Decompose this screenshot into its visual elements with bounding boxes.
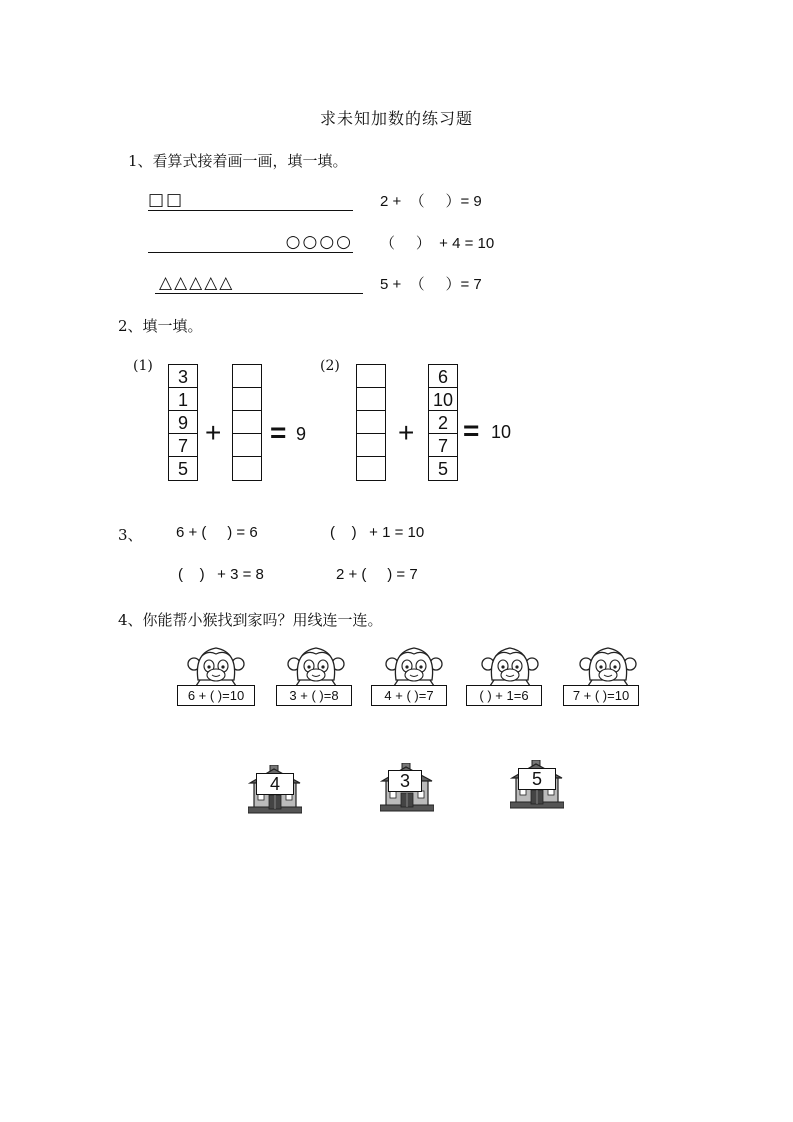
monkey-icon: [186, 642, 246, 688]
monkey-equation-5[interactable]: 7 + ( )=10: [563, 685, 639, 706]
monkey-icon: [286, 642, 346, 688]
q3-item-1: 6 + ( ) = 6: [176, 524, 258, 541]
number-cell: 2: [429, 411, 457, 434]
q2-part1-equals: =: [270, 417, 287, 448]
monkey-equation-4[interactable]: ( ) + 1=6: [466, 685, 542, 706]
answer-cell[interactable]: [357, 388, 385, 411]
monkey-equation-1[interactable]: 6 + ( )=10: [177, 685, 255, 706]
q2-part2-label: (2): [320, 358, 340, 374]
q3-item-3: ( ) + 3 = 8: [178, 566, 264, 583]
q1-row1-line: [148, 190, 353, 211]
number-cell: 5: [437, 459, 448, 479]
number-cell: 7: [169, 434, 197, 457]
q2-part2-equals: =: [463, 415, 480, 446]
q1-heading: 1、看算式接着画一画，填一填。: [128, 152, 348, 170]
q2-part1-left-column: [168, 364, 198, 481]
q2-heading: 2、填一填。: [118, 317, 203, 335]
q2-part2-right-column: [428, 364, 458, 481]
q3-item-2: ( ) + 1 = 10: [330, 524, 425, 541]
q1-row2-line: [148, 232, 353, 253]
answer-cell[interactable]: [357, 365, 385, 388]
answer-cell[interactable]: [357, 457, 385, 480]
q1-row1-squares: □□: [148, 190, 185, 210]
number-cell: 7: [429, 434, 457, 457]
number-cell: 3: [169, 365, 197, 388]
answer-cell[interactable]: [233, 434, 261, 457]
house-number-1[interactable]: 4: [256, 773, 294, 795]
q2-part2-plus: +: [398, 417, 415, 448]
monkey-icon: [578, 642, 638, 688]
number-cell: 1: [169, 388, 197, 411]
q2-part1-result: 9: [296, 424, 307, 444]
number-cell: 6: [429, 365, 457, 388]
answer-cell[interactable]: [357, 434, 385, 457]
q2-part1-right-column: [232, 364, 262, 481]
q2-part2-result: 10: [491, 422, 512, 442]
q2-part1-plus: +: [205, 417, 222, 448]
answer-cell[interactable]: [233, 457, 261, 480]
q1-row3-equation: 5 + （ ）= 7: [380, 276, 482, 293]
q1-row3-line: [155, 273, 363, 294]
monkey-icon: [480, 642, 540, 688]
q1-row1-equation: 2 + （ ）= 9: [380, 193, 482, 210]
house-number-3[interactable]: 5: [518, 768, 556, 790]
q2-part1-label: (1): [133, 358, 153, 374]
answer-cell[interactable]: [233, 365, 261, 388]
q2-part2-left-column: [356, 364, 386, 481]
answer-cell[interactable]: [233, 388, 261, 411]
answer-cell[interactable]: [357, 411, 385, 434]
q3-heading: 3、: [118, 526, 143, 544]
page-title: 求未知加数的练习题: [319, 109, 473, 128]
house-number-2[interactable]: 3: [388, 770, 422, 792]
q1-row3-triangles: △△△△△: [159, 273, 235, 293]
q3-item-4: 2 + ( ) = 7: [336, 566, 418, 583]
number-cell: 9: [169, 411, 197, 434]
monkey-icon: [384, 642, 444, 688]
q1-row2-circles: ○○○○: [285, 232, 353, 252]
q4-heading: 4、你能帮小猴找到家吗？用线连一连。: [118, 611, 383, 629]
answer-cell[interactable]: [233, 411, 261, 434]
number-cell: 10: [429, 388, 457, 411]
number-cell: 5: [177, 459, 188, 479]
monkey-equation-2[interactable]: 3 + ( )=8: [276, 685, 352, 706]
monkey-equation-3[interactable]: 4 + ( )=7: [371, 685, 447, 706]
q1-row2-equation: （ ） + 4 = 10: [380, 235, 495, 252]
